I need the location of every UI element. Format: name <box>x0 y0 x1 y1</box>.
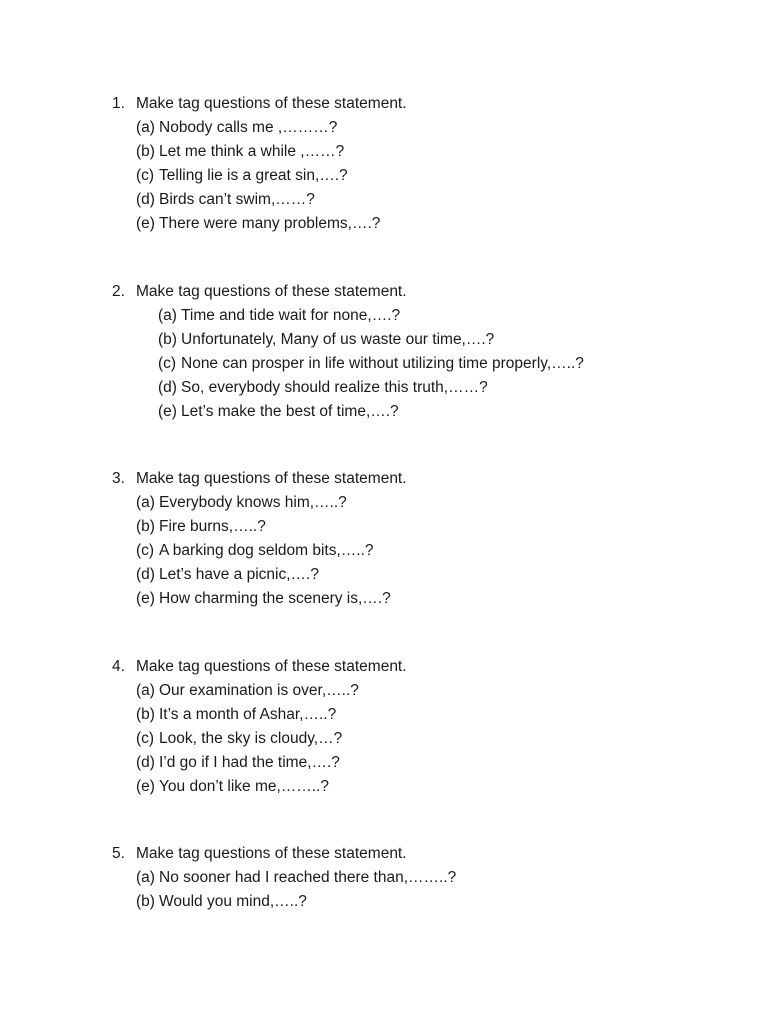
item-label: (a) <box>136 869 155 886</box>
list-item <box>136 775 407 799</box>
item-label: (b) <box>136 893 155 910</box>
item-text: Our examination is over,…..? <box>159 682 359 699</box>
question-title: Make tag questions of these statement. <box>136 470 407 487</box>
item-text: How charming the scenery is,….? <box>159 590 391 607</box>
list-item <box>158 328 584 352</box>
item-text: Birds can’t swim,……? <box>159 191 315 208</box>
question-items <box>112 116 407 236</box>
item-label: (c) <box>136 167 155 184</box>
question-block-4 <box>112 655 407 799</box>
question-title: Make tag questions of these statement. <box>136 658 407 675</box>
question-heading <box>112 92 407 116</box>
item-text: No sooner had I reached there than,……..? <box>159 869 457 886</box>
item-label: (a) <box>136 682 155 699</box>
item-label: (b) <box>136 143 155 160</box>
question-block-1 <box>112 92 407 236</box>
question-number: 1. <box>112 95 125 112</box>
list-item <box>136 563 407 587</box>
list-item <box>136 587 407 611</box>
question-number: 5. <box>112 845 125 862</box>
question-items <box>112 304 584 424</box>
list-item <box>136 539 407 563</box>
item-text: It’s a month of Ashar,…..? <box>159 706 337 723</box>
list-item <box>136 212 407 236</box>
question-heading <box>112 655 407 679</box>
list-item <box>136 515 407 539</box>
item-text: Time and tide wait for none,….? <box>181 307 401 324</box>
item-text: There were many problems,….? <box>159 215 381 232</box>
item-label: (a) <box>136 119 155 136</box>
item-text: Nobody calls me ,………? <box>159 119 338 136</box>
item-text: Unfortunately, Many of us waste our time,….? <box>181 331 495 348</box>
item-label: (d) <box>136 754 155 771</box>
item-label: (a) <box>158 307 177 324</box>
question-block-5 <box>112 842 456 914</box>
item-label: (c) <box>136 542 155 559</box>
list-item <box>136 866 456 890</box>
question-items <box>112 866 456 914</box>
item-label: (b) <box>136 518 155 535</box>
question-heading <box>112 467 407 491</box>
question-items <box>112 679 407 799</box>
list-item <box>136 116 407 140</box>
list-item <box>158 400 584 424</box>
item-label: (d) <box>136 191 155 208</box>
list-item <box>136 751 407 775</box>
question-title: Make tag questions of these statement. <box>136 283 407 300</box>
item-text: Would you mind,…..? <box>159 893 307 910</box>
list-item <box>136 679 407 703</box>
item-text: Telling lie is a great sin,….? <box>159 167 348 184</box>
list-item <box>136 703 407 727</box>
question-block-2 <box>112 280 584 424</box>
question-heading <box>112 842 456 866</box>
list-item <box>136 140 407 164</box>
item-text: Fire burns,…..? <box>159 518 266 535</box>
question-block-3 <box>112 467 407 611</box>
item-text: So, everybody should realize this truth,……? <box>181 379 488 396</box>
item-text: Let’s have a picnic,….? <box>159 566 319 583</box>
item-text: I’d go if I had the time,….? <box>159 754 340 771</box>
question-number: 4. <box>112 658 125 675</box>
question-number: 3. <box>112 470 125 487</box>
item-label: (a) <box>136 494 155 511</box>
list-item <box>158 376 584 400</box>
item-label: (e) <box>136 778 155 795</box>
question-title: Make tag questions of these statement. <box>136 845 407 862</box>
list-item <box>136 727 407 751</box>
question-heading <box>112 280 584 304</box>
item-text: Let’s make the best of time,….? <box>181 403 399 420</box>
list-item <box>136 491 407 515</box>
item-label: (b) <box>136 706 155 723</box>
list-item <box>158 352 584 376</box>
item-text: Look, the sky is cloudy,…? <box>159 730 343 747</box>
question-items <box>112 491 407 611</box>
item-label: (d) <box>136 566 155 583</box>
item-label: (e) <box>158 403 177 420</box>
list-item <box>158 304 584 328</box>
list-item <box>136 164 407 188</box>
item-text: None can prosper in life without utilizing time properly,…..? <box>181 355 584 372</box>
item-text: Everybody knows him,…..? <box>159 494 347 511</box>
item-label: (c) <box>136 730 155 747</box>
list-item <box>136 188 407 212</box>
item-text: Let me think a while ,……? <box>159 143 345 160</box>
item-text: A barking dog seldom bits,…..? <box>159 542 374 559</box>
question-title: Make tag questions of these statement. <box>136 95 407 112</box>
item-label: (d) <box>158 379 177 396</box>
question-number: 2. <box>112 283 125 300</box>
item-label: (e) <box>136 215 155 232</box>
item-label: (b) <box>158 331 177 348</box>
item-label: (e) <box>136 590 155 607</box>
item-label: (c) <box>158 355 177 372</box>
list-item <box>136 890 456 914</box>
item-text: You don’t like me,……..? <box>159 778 330 795</box>
